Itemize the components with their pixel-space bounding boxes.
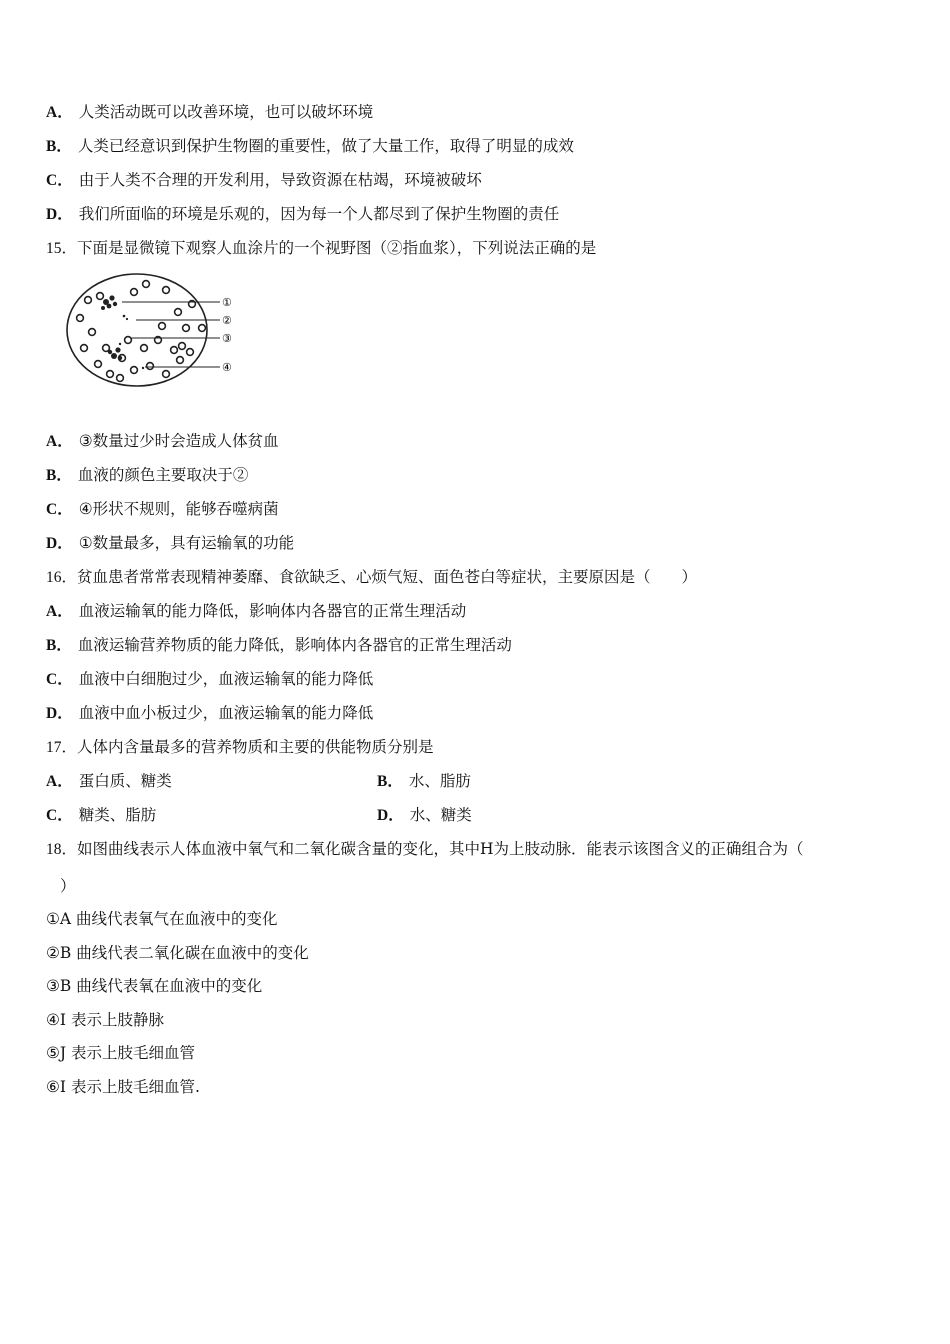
q14-option-b: B． 人类已经意识到保护生物圈的重要性，做了大量工作，取得了明显的成效	[46, 137, 574, 155]
q16-option-a: A． 血液运输氧的能力降低，影响体内各器官的正常生理活动	[46, 602, 467, 620]
label-2: ②	[222, 314, 232, 327]
q16-option-b: B． 血液运输营养物质的能力降低，影响体内各器官的正常生理活动	[46, 636, 512, 654]
blood-smear-diagram	[62, 270, 252, 400]
q18-item-3: ③B 曲线代表氧在血液中的变化	[46, 977, 263, 995]
q17-option-d: D． 水、糖类	[377, 806, 472, 824]
q15-option-d: D． ①数量最多，具有运输氧的功能	[46, 534, 295, 552]
q17-option-b: B． 水、脂肪	[377, 772, 471, 790]
label-3: ③	[222, 332, 232, 345]
q15-option-a: A． ③数量过少时会造成人体贫血	[46, 432, 279, 450]
q15-option-b: B． 血液的颜色主要取决于②	[46, 466, 249, 484]
q18-stem: 18．如图曲线表示人体血液中氧气和二氧化碳含量的变化，其中H为上肢动脉．能表示该图含义的正确组合为（	[46, 840, 804, 858]
label-4: ④	[222, 361, 232, 374]
label-1: ①	[222, 296, 232, 309]
q15-stem: 15．下面是显微镜下观察人血涂片的一个视野图（②指血浆），下列说法正确的是	[46, 239, 597, 257]
q17-option-c: C． 糖类、脂肪	[46, 806, 157, 824]
q17-option-a: A． 蛋白质、糖类	[46, 772, 172, 790]
q16-option-c: C． 血液中白细胞过少，血液运输氧的能力降低	[46, 670, 374, 688]
q18-item-2: ②B 曲线代表二氧化碳在血液中的变化	[46, 944, 309, 962]
q17-stem: 17．人体内含量最多的营养物质和主要的供能物质分别是	[46, 738, 434, 756]
q16-option-d: D． 血液中血小板过少，血液运输氧的能力降低	[46, 704, 374, 722]
q18-item-4: ④I 表示上肢静脉	[46, 1011, 164, 1029]
q15-option-c: C． ④形状不规则，能够吞噬病菌	[46, 500, 279, 518]
q18-stem-cont: ）	[60, 877, 76, 895]
q18-item-5: ⑤J 表示上肢毛细血管	[46, 1044, 196, 1062]
q14-option-c: C． 由于人类不合理的开发利用，导致资源在枯竭，环境被破坏	[46, 171, 482, 189]
q16-stem: 16．贫血患者常常表现精神萎靡、食欲缺乏、心烦气短、面色苍白等症状，主要原因是（ ）	[46, 568, 698, 586]
q18-item-1: ①A 曲线代表氧气在血液中的变化	[46, 910, 278, 928]
q14-option-a: A． 人类活动既可以改善环境，也可以破坏环境	[46, 103, 374, 121]
q14-option-d: D． 我们所面临的环境是乐观的，因为每一个人都尽到了保护生物圈的责任	[46, 205, 560, 223]
q18-item-6: ⑥I 表示上肢毛细血管.	[46, 1078, 200, 1096]
blood-smear-figure	[62, 270, 252, 400]
